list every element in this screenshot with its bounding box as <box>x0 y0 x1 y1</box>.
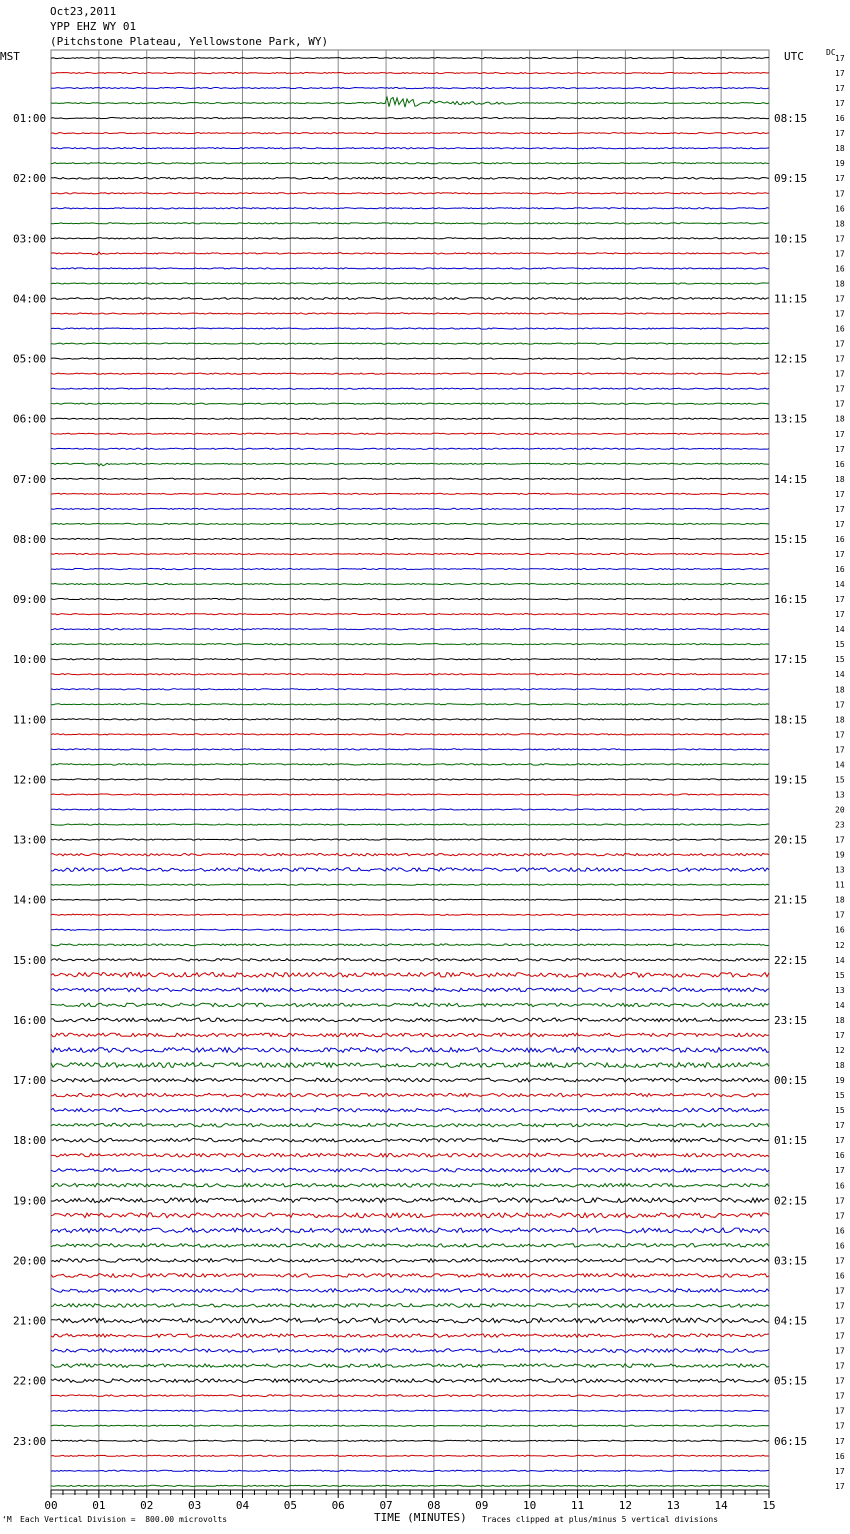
trace-line <box>51 809 769 810</box>
x-tick-label: 06 <box>331 1499 345 1512</box>
dc-offset-value: 17 <box>835 730 845 740</box>
dc-offset-value: 17 <box>835 84 845 94</box>
trace-line <box>51 749 769 750</box>
dc-offset-value: 12 <box>835 1045 845 1055</box>
dc-offset-value: 16 <box>835 114 845 124</box>
dc-offset-value: 17 <box>835 1301 845 1311</box>
trace-line <box>51 1274 769 1278</box>
mst-hour-label: 06:00 <box>13 412 47 426</box>
mst-hour-label: 05:00 <box>13 352 47 366</box>
corner-mark: ‘M <box>2 1515 12 1524</box>
dc-offset-value: 16 <box>835 1271 845 1281</box>
dc-offset-value: 14 <box>835 955 845 965</box>
trace-line <box>51 779 769 780</box>
x-tick-label: 15 <box>762 1499 776 1512</box>
x-tick-label: 05 <box>283 1499 297 1512</box>
trace-line <box>51 689 769 690</box>
dc-offset-value: 17 <box>835 1211 845 1221</box>
dc-offset-value: 16 <box>835 1451 845 1461</box>
trace-line <box>51 644 769 645</box>
clip-caption: Traces clipped at plus/minus 5 vertical divisions <box>482 1515 719 1524</box>
utc-hour-label: 06:15 <box>774 1434 808 1448</box>
trace-line <box>51 88 769 89</box>
dc-offset-value: 17 <box>835 610 845 620</box>
dc-header-label: DC <box>826 48 836 57</box>
utc-hour-label: 23:15 <box>774 1013 808 1027</box>
trace-line <box>51 674 769 675</box>
trace-line <box>51 388 769 389</box>
dc-offset-value: 18 <box>835 144 845 154</box>
mst-hour-label: 10:00 <box>13 653 47 667</box>
station-code: YPP EHZ WY 01 <box>50 20 137 33</box>
dc-offset-value: 17 <box>835 1256 845 1266</box>
dc-offset-value: 17 <box>835 174 845 184</box>
trace-line <box>51 1093 769 1097</box>
utc-hour-label: 20:15 <box>774 833 808 847</box>
trace-line <box>51 1138 769 1142</box>
trace-line <box>51 508 769 509</box>
x-tick-label: 09 <box>475 1499 489 1512</box>
utc-hour-label: 13:15 <box>774 412 808 426</box>
trace-line <box>51 764 769 765</box>
utc-hour-label: 11:15 <box>774 292 808 306</box>
trace-line <box>51 1334 769 1338</box>
trace-line <box>51 1153 769 1157</box>
trace-line <box>51 1213 769 1218</box>
dc-offset-value: 19 <box>835 1076 845 1086</box>
trace-line <box>51 373 769 374</box>
dc-offset-value: 17 <box>835 1436 845 1446</box>
trace-line <box>51 1318 769 1323</box>
dc-offset-value: 17 <box>835 1391 845 1401</box>
dc-offset-value: 16 <box>835 459 845 469</box>
dc-offset-value: 17 <box>835 595 845 605</box>
mst-hour-label: 17:00 <box>13 1074 47 1088</box>
utc-hour-label: 02:15 <box>774 1194 808 1208</box>
dc-offset-value: 13 <box>835 865 845 875</box>
trace-line <box>51 193 769 194</box>
trace-line <box>51 478 769 479</box>
trace-line <box>51 57 769 58</box>
x-tick-label: 12 <box>618 1499 633 1512</box>
mst-hour-label: 18:00 <box>13 1134 47 1148</box>
trace-line <box>51 97 769 107</box>
trace-line <box>51 403 769 404</box>
dc-offset-value: 16 <box>835 1226 845 1236</box>
dc-offset-value: 17 <box>835 354 845 364</box>
mst-hour-label: 14:00 <box>13 893 47 907</box>
x-tick-label: 07 <box>379 1499 393 1512</box>
mst-hour-label: 20:00 <box>13 1254 47 1268</box>
x-tick-label: 11 <box>570 1499 585 1512</box>
trace-line <box>51 1003 769 1007</box>
x-tick-label: 13 <box>666 1499 680 1512</box>
trace-line <box>51 298 769 300</box>
trace-line <box>51 1244 769 1248</box>
x-tick-label: 02 <box>140 1499 154 1512</box>
dc-offset-value: 17 <box>835 549 845 559</box>
trace-line <box>51 568 769 569</box>
dc-offset-value: 17 <box>835 234 845 244</box>
trace-line <box>51 959 769 961</box>
mst-hour-label: 08:00 <box>13 532 47 546</box>
dc-offset-value: 23 <box>835 820 845 830</box>
dc-offset-value: 16 <box>835 925 845 935</box>
x-tick-label: 00 <box>44 1499 58 1512</box>
utc-hour-label: 17:15 <box>774 653 808 667</box>
trace-line <box>51 538 769 539</box>
trace-line <box>51 1289 769 1293</box>
time-grid <box>51 50 769 1494</box>
mst-hour-label: 13:00 <box>13 833 47 847</box>
dc-offset-value: 17 <box>835 339 845 349</box>
dc-offset-value: 14 <box>835 1000 845 1010</box>
trace-line <box>51 1395 769 1397</box>
trace-line <box>51 1349 769 1353</box>
trace-line <box>51 1425 769 1426</box>
trace-line <box>51 734 769 735</box>
dc-offset-value: 19 <box>835 850 845 860</box>
utc-hour-label: 01:15 <box>774 1134 808 1148</box>
dc-offset-value: 17 <box>835 69 845 79</box>
utc-hour-label: 04:15 <box>774 1314 808 1328</box>
dc-offset-value: 17 <box>835 1030 845 1040</box>
mst-hour-label: 02:00 <box>13 172 47 186</box>
trace-line <box>51 794 769 795</box>
trace-line <box>51 448 769 449</box>
utc-hour-label: 10:15 <box>774 232 808 246</box>
trace-line <box>51 1048 769 1053</box>
dc-offset-value: 15 <box>835 1106 845 1116</box>
x-tick-label: 08 <box>427 1499 441 1512</box>
dc-offset-value: 13 <box>835 790 845 800</box>
utc-hour-label: 16:15 <box>774 593 808 607</box>
trace-line <box>51 1018 769 1022</box>
trace-line <box>51 493 769 494</box>
dc-offset-value: 16 <box>835 324 845 334</box>
dc-offset-value: 17 <box>835 1346 845 1356</box>
trace-line <box>51 584 769 585</box>
dc-offset-value: 17 <box>835 1316 845 1326</box>
trace-line <box>51 824 769 825</box>
dc-offset-value: 16 <box>835 1241 845 1251</box>
plot-frame <box>51 50 769 1494</box>
dc-offset-value: 17 <box>835 1466 845 1476</box>
dc-offset-value: 11 <box>835 880 845 890</box>
trace-line <box>51 914 769 915</box>
trace-line <box>51 268 769 269</box>
dc-offset-value: 19 <box>835 159 845 169</box>
dc-offset-value: 13 <box>835 985 845 995</box>
trace-line <box>51 988 769 992</box>
trace-line <box>51 1184 769 1188</box>
trace-line <box>51 223 769 224</box>
mst-hour-label: 23:00 <box>13 1434 47 1448</box>
trace-line <box>51 463 769 466</box>
utc-hour-label: 15:15 <box>774 532 808 546</box>
mst-hour-label: 04:00 <box>13 292 47 306</box>
dc-offset-value: 16 <box>835 565 845 575</box>
dc-offset-value: 17 <box>835 1481 845 1491</box>
trace-line <box>51 1470 769 1471</box>
trace-line <box>51 523 769 524</box>
trace-line <box>51 1108 769 1112</box>
trace-line <box>51 853 769 855</box>
dc-offset-value: 18 <box>835 1061 845 1071</box>
dc-offset-value: 17 <box>835 1121 845 1131</box>
utc-hour-label: 03:15 <box>774 1254 808 1268</box>
trace-line <box>51 252 769 255</box>
trace-line <box>51 313 769 314</box>
trace-line <box>51 148 769 149</box>
dc-offset-value: 17 <box>835 1376 845 1386</box>
dc-offset-value: 16 <box>835 1181 845 1191</box>
trace-line <box>51 118 769 119</box>
dc-offset-value: 17 <box>835 369 845 379</box>
dc-offset-value: 18 <box>835 1015 845 1025</box>
trace-line <box>51 659 769 660</box>
dc-offset-labels <box>835 54 845 1491</box>
dc-offset-value: 17 <box>835 1136 845 1146</box>
dc-offset-value: 16 <box>835 1151 845 1161</box>
trace-line <box>51 177 769 179</box>
trace-line <box>51 433 769 434</box>
mst-hour-label: 22:00 <box>13 1374 47 1388</box>
utc-hour-label: 05:15 <box>774 1374 808 1388</box>
mst-hour-label: 07:00 <box>13 472 47 486</box>
dc-offset-value: 20 <box>835 805 845 815</box>
trace-line <box>51 1078 769 1082</box>
dc-offset-value: 18 <box>835 414 845 424</box>
dc-offset-value: 17 <box>835 294 845 304</box>
dc-offset-value: 15 <box>835 655 845 665</box>
dc-offset-value: 17 <box>835 700 845 710</box>
dc-offset-value: 14 <box>835 760 845 770</box>
dc-offset-value: 17 <box>835 745 845 755</box>
trace-line <box>51 839 769 840</box>
mst-hour-label: 21:00 <box>13 1314 47 1328</box>
dc-offset-value: 17 <box>835 429 845 439</box>
trace-line <box>51 343 769 344</box>
x-tick-label: 10 <box>523 1499 537 1512</box>
trace-line <box>51 238 769 239</box>
trace-line <box>51 1304 769 1308</box>
trace-line <box>51 1364 769 1368</box>
seismic-traces <box>51 57 769 1486</box>
mst-hour-label: 15:00 <box>13 953 47 967</box>
dc-offset-value: 14 <box>835 670 845 680</box>
dc-offset-value: 17 <box>835 1286 845 1296</box>
dc-offset-value: 15 <box>835 970 845 980</box>
dc-offset-value: 17 <box>835 835 845 845</box>
utc-hour-label: 18:15 <box>774 713 808 727</box>
trace-line <box>51 553 769 554</box>
dc-offset-value: 17 <box>835 1196 845 1206</box>
station-location: (Pitchstone Plateau, Yellowstone Park, WY) <box>50 35 329 48</box>
trace-line <box>51 418 769 419</box>
dc-offset-value: 17 <box>835 249 845 259</box>
dc-offset-value: 17 <box>835 1331 845 1341</box>
trace-line <box>51 972 769 977</box>
dc-offset-value: 17 <box>835 384 845 394</box>
utc-hour-label: 14:15 <box>774 472 808 486</box>
trace-line <box>51 1485 769 1486</box>
trace-line <box>51 163 769 164</box>
trace-line <box>51 283 769 284</box>
dc-offset-value: 17 <box>835 1166 845 1176</box>
mst-hour-label: 01:00 <box>13 112 47 126</box>
trace-line <box>51 1379 769 1383</box>
mst-hour-labels <box>13 112 46 1448</box>
dc-offset-value: 18 <box>835 219 845 229</box>
x-tick-label: 04 <box>235 1499 250 1512</box>
mst-hour-label: 11:00 <box>13 713 47 727</box>
trace-line <box>51 72 769 73</box>
trace-line <box>51 868 769 872</box>
dc-offset-value: 18 <box>835 715 845 725</box>
trace-line <box>51 1033 769 1037</box>
trace-line <box>51 1455 769 1456</box>
trace-line <box>51 133 769 134</box>
dc-offset-value: 16 <box>835 534 845 544</box>
dc-offset-value: 18 <box>835 895 845 905</box>
dc-offset-value: 17 <box>835 1421 845 1431</box>
trace-line <box>51 1228 769 1233</box>
utc-zone-label: UTC <box>784 50 804 63</box>
mst-zone-label: MST <box>0 50 20 63</box>
utc-hour-label: 00:15 <box>774 1074 808 1088</box>
trace-line <box>51 704 769 705</box>
utc-hour-label: 12:15 <box>774 352 808 366</box>
utc-hour-label: 21:15 <box>774 893 808 907</box>
trace-line <box>51 1123 769 1127</box>
trace-line <box>51 208 769 209</box>
mst-hour-label: 19:00 <box>13 1194 47 1208</box>
dc-offset-value: 16 <box>835 204 845 214</box>
mst-hour-label: 09:00 <box>13 593 47 607</box>
mst-hour-label: 12:00 <box>13 773 47 787</box>
dc-offset-value: 18 <box>835 685 845 695</box>
dc-offset-value: 16 <box>835 264 845 274</box>
mst-hour-label: 03:00 <box>13 232 47 246</box>
dc-offset-value: 15 <box>835 640 845 650</box>
utc-hour-labels <box>774 112 807 1448</box>
utc-hour-label: 22:15 <box>774 953 808 967</box>
dc-offset-value: 17 <box>835 489 845 499</box>
trace-line <box>51 629 769 630</box>
dc-offset-value: 17 <box>835 399 845 409</box>
trace-line <box>51 1259 769 1263</box>
dc-offset-value: 18 <box>835 279 845 289</box>
trace-line <box>51 944 769 946</box>
trace-line <box>51 929 769 930</box>
trace-line <box>51 358 769 359</box>
dc-offset-value: 17 <box>835 910 845 920</box>
scale-caption: Each Vertical Division = 800.00 microvolts <box>20 1515 228 1524</box>
chart-date: Oct23,2011 <box>50 5 117 18</box>
dc-offset-value: 17 <box>835 309 845 319</box>
dc-offset-value: 17 <box>835 519 845 529</box>
utc-hour-label: 19:15 <box>774 773 808 787</box>
x-tick-label: 01 <box>92 1499 106 1512</box>
utc-hour-label: 09:15 <box>774 172 808 186</box>
x-axis <box>44 1490 775 1512</box>
trace-line <box>51 328 769 329</box>
x-tick-label: 14 <box>714 1499 728 1512</box>
trace-line <box>51 1198 769 1203</box>
dc-offset-value: 17 <box>835 54 845 63</box>
trace-line <box>51 614 769 615</box>
utc-hour-label: 08:15 <box>774 112 808 126</box>
trace-line <box>51 899 769 900</box>
dc-offset-value: 17 <box>835 129 845 139</box>
dc-offset-value: 15 <box>835 1091 845 1101</box>
trace-line <box>51 719 769 720</box>
x-axis-title: TIME (MINUTES) <box>374 1511 467 1524</box>
trace-line <box>51 1410 769 1411</box>
dc-offset-value: 17 <box>835 1361 845 1371</box>
x-tick-label: 03 <box>187 1499 202 1512</box>
dc-offset-value: 18 <box>835 474 845 484</box>
trace-line <box>51 884 769 885</box>
dc-offset-value: 17 <box>835 444 845 454</box>
dc-offset-value: 12 <box>835 940 845 950</box>
dc-offset-value: 17 <box>835 504 845 514</box>
trace-line <box>51 599 769 600</box>
trace-line <box>51 1168 769 1172</box>
dc-offset-value: 17 <box>835 99 845 109</box>
dc-offset-value: 14 <box>835 580 845 590</box>
mst-hour-label: 16:00 <box>13 1013 47 1027</box>
dc-offset-value: 14 <box>835 625 845 635</box>
dc-offset-value: 17 <box>835 1406 845 1416</box>
dc-offset-value: 15 <box>835 775 845 785</box>
dc-offset-value: 17 <box>835 189 845 199</box>
trace-line <box>51 1063 769 1068</box>
trace-line <box>51 1440 769 1441</box>
